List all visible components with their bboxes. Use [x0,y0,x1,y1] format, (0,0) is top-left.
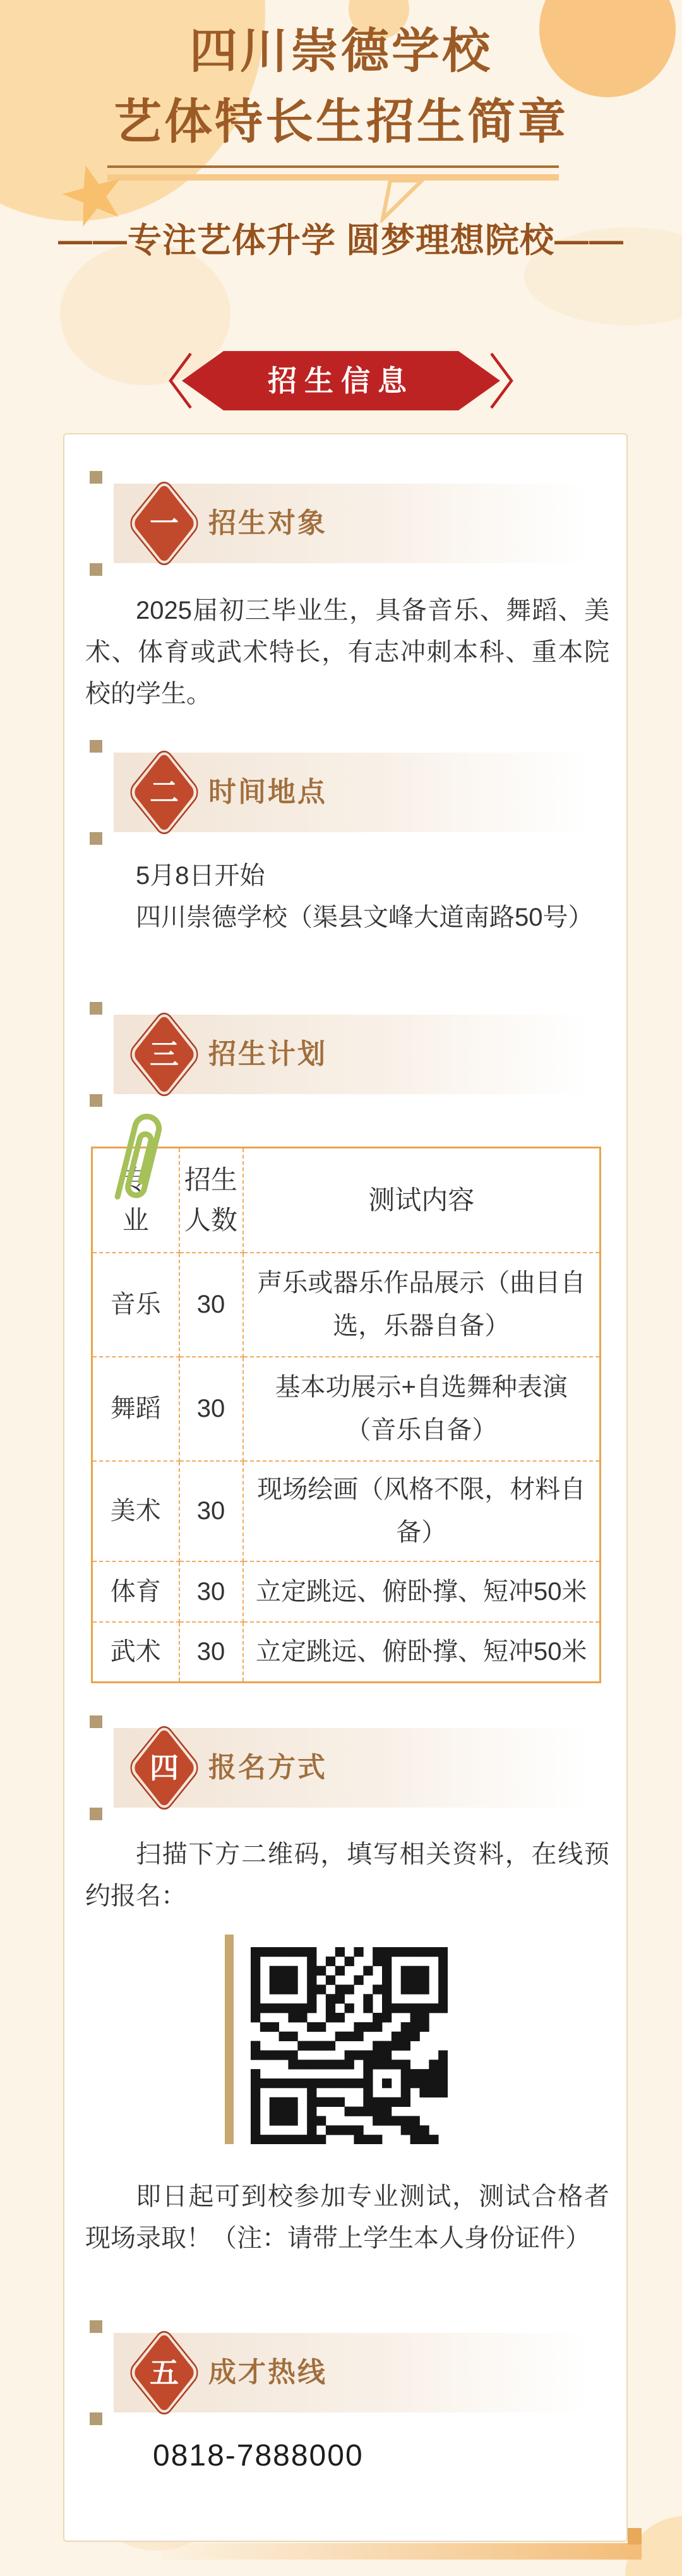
deco-square-icon [90,832,102,845]
section-title: 时间地点 [208,777,327,808]
cell-test: 现场绘画（风格不限，材料自备） [243,1461,601,1561]
table-row [92,1357,601,1461]
number-diamond-icon [117,1714,212,1822]
section-4-body [85,1834,609,1917]
qr-accent-bar [225,1935,234,2144]
deco-square-icon [90,1715,102,1728]
qr-code [251,1947,448,2144]
section-heading-1 [114,484,589,563]
number-diamond-icon [117,2318,212,2427]
deco-square-icon [90,2320,102,2333]
paragraph: 扫描下方二维码，填写相关资料，在线预约报名： [85,1840,609,1910]
section-title: 招生计划 [208,1039,327,1070]
number-diamond-icon [117,469,212,578]
section-2-body [85,855,609,938]
number-diamond-icon [117,738,212,847]
cell-major: 武术 [92,1622,179,1683]
section-4-note [85,2176,609,2259]
deco-square-icon [90,1808,102,1820]
section-heading-2 [114,753,589,832]
cell-test: 基本功展示+自选舞种表演（音乐自备） [243,1357,601,1461]
cell-quota: 30 [179,1622,243,1683]
number-diamond-icon [117,1000,212,1109]
paragraph: 四川崇德学校（渠县文峰大道南路50号） [136,903,594,931]
deco-square-icon [90,1002,102,1015]
cell-quota: 30 [179,1357,243,1461]
cell-test: 立定跳远、俯卧撑、短冲50米 [243,1622,601,1683]
cell-quota: 30 [179,1561,243,1622]
deco-square-icon [90,2412,102,2425]
section-number: 一 [150,507,179,540]
deco-square-icon [90,563,102,576]
qr-code-image [251,1947,448,2144]
paragraph: 2025届初三毕业生，具备音乐、舞蹈、美术、体育或武术特长，有志冲刺本科、重本院校的学生。 [85,597,609,708]
cell-test: 声乐或器乐作品展示（曲目自选，乐器自备） [243,1253,601,1357]
slogan: ——专注艺体升学 圆梦理想院校—— [57,222,624,259]
section-heading-4 [114,1728,589,1808]
section-number: 二 [150,776,179,809]
deco-square-icon [90,471,102,484]
section-title: 成才热线 [208,2357,327,2388]
paragraph: 5月8日开始 [136,862,265,890]
section-title: 招生对象 [208,508,327,539]
column-header-major: 专业 [92,1148,179,1253]
cell-quota: 30 [179,1253,243,1357]
paragraph: 即日起可到校参加专业测试，测试合格者现场录取！（注：请带上学生本人身份证件） [85,2183,609,2252]
divider-line-thin [107,165,559,168]
admission-plan-table [91,1147,601,1683]
table-row [92,1253,601,1357]
school-name: 四川崇德学校 [189,25,493,78]
section-number: 三 [150,1038,179,1071]
table-row [92,1561,601,1622]
deco-square-icon [90,1094,102,1107]
cell-major: 音乐 [92,1253,179,1357]
banner-label: 招生信息 [268,364,414,397]
page-title: 艺体特长生招生简章 [114,95,568,149]
cell-test: 立定跳远、俯卧撑、短冲50米 [243,1561,601,1622]
section-number: 四 [150,1751,179,1784]
section-1-body [85,590,609,715]
table-row [92,1461,601,1561]
cell-major: 体育 [92,1561,179,1622]
bottom-ribbon [162,2543,642,2560]
section-heading-3 [114,1015,589,1094]
section-number: 五 [150,2356,179,2389]
ribbon-fold [628,2528,642,2544]
admission-info-banner [163,349,519,413]
column-header-test: 测试内容 [243,1148,601,1253]
cell-quota: 30 [179,1461,243,1561]
table-row [92,1622,601,1683]
section-heading-5 [114,2333,589,2412]
column-header-quota: 招生人数 [179,1148,243,1253]
cell-major: 舞蹈 [92,1357,179,1461]
deco-square-icon [90,740,102,753]
section-title: 报名方式 [208,1752,327,1783]
divider-line-thick [107,174,559,181]
phone-number: 0818-7888000 [153,2439,364,2472]
cell-major: 美术 [92,1461,179,1561]
